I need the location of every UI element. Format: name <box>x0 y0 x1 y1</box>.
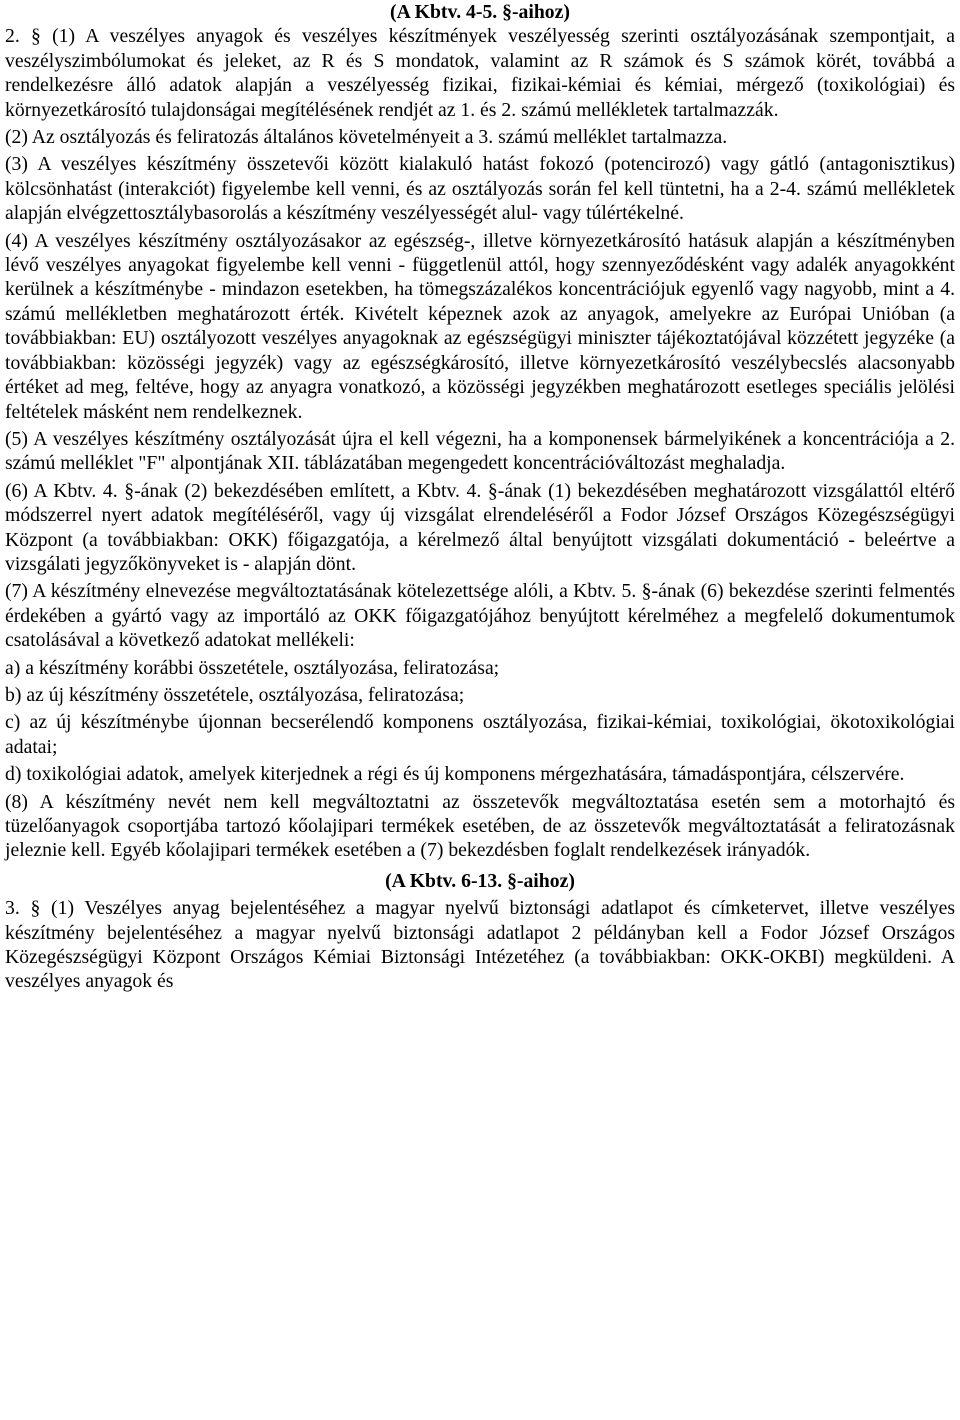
paragraph-3-1: 3. § (1) Veszélyes anyag bejelentéséhez a magyar nyelvű biztonsági adatlapot és címketervet, illetve veszélyes készítmény bejelentéséhez a magyar nyelvű biztonsági adatlapot 2 példányban kell a Fodor József Országos Közegészségügyi Központ Országos Kémiai Biztonsági Intézetéhez (a továbbiakban: OKK-OKBI) megküldeni. A veszélyes anyagok és <box>5 897 955 993</box>
paragraph-2-4: (4) A veszélyes készítmény osztályozásakor az egészség-, illetve környezetkárosító hatásuk alapján a készítményben lévő veszélyes anyagokat figyelembe kell venni - függetlenül attól, hogy szennyeződésként vagy adalék anyagokként kerülnek a készítménybe - mindazon esetekben, ha tömegszázalékos koncentrációjuk egyenlő vagy nagyobb, mint a 4. számú mellékletben meghatározott érték. Kivételt képeznek azok az anyagok, amelyekre az Európai Unióban (a továbbiakban: EU) osztályozott veszélyes anyagoknak az egészségügyi miniszter tájékoztatójával közzétett jegyzéke (a továbbiakban: közösségi jegyzék) vagy az egészségkárosító, illetve környezetkárosító veszélybecslés alacsonyabb értéket ad meg, feltéve, hogy az anyagra vonatkozó, a közösségi jegyzékben meghatározott esetleges speciális jelölési feltételek másként nem rendelkeznek. <box>5 229 955 423</box>
section-heading: (A Kbtv. 4-5. §-aihoz) <box>390 1 570 23</box>
paragraph-2-5: (5) A veszélyes készítmény osztályozását újra el kell végezni, ha a komponensek bármelyikének a koncentrációja a 2. számú melléklet "F" alpontjának XII. táblázatában megengedett koncentrációváltozást meghaladja. <box>5 427 955 475</box>
list-item-c: c) az új készítménybe újonnan becserélendő komponens osztályozása, fizikai-kémiai, toxikológiai, ökotoxikológiai adatai; <box>5 711 955 758</box>
section-heading: (A Kbtv. 6-13. §-aihoz) <box>385 869 575 892</box>
paragraph-2-2: (2) Az osztályozás és feliratozás általános követelményeit a 3. számú melléklet tartalmazza. <box>5 126 728 149</box>
list-item-a: a) a készítmény korábbi összetétele, osztályozása, feliratozása; <box>5 656 500 679</box>
paragraph-2-7: (7) A készítmény elnevezése megváltoztatásának kötelezettsége alóli, a Kbtv. 5. §-ának (6) bekezdése szerinti felmentés érdekében a gyártó vagy az importáló az OKK főigazgatójához benyújtott kérelméhez a megfelelő dokumentumok csatolásával a következő adatokat mellékeli: <box>5 580 955 652</box>
paragraph-2-1: 2. § (1) A veszélyes anyagok és veszélyes készítmények veszélyesség szerinti osztályozásának szempontjait, a veszélyszimbólumokat és jeleket, az R és S mondatok, valamint az R számok és S számok körét, továbbá a rendelkezésre álló adatok alapján a veszélyesség fizikai, fizikai-kémiai és kémiai, mérgező (toxikológiai) és környezetkárosító tulajdonságai megítélésének rendjét az 1. és 2. számú mellékletek tartalmazzák. <box>5 25 955 121</box>
paragraph-2-6: (6) A Kbtv. 4. §-ának (2) bekezdésében említett, a Kbtv. 4. §-ának (1) bekezdésében meghatározott vizsgálattól eltérő módszerrel nyert adatok megítéléséről, vagy új vizsgálat elrendeléséről a Fodor József Országos Közegészségügyi Központ (a továbbiakban: OKK) főigazgatója, a kérelmező által benyújtott vizsgálati dokumentáció - beleértve a vizsgálati jegyzőkönyveket is - alapján dönt. <box>5 479 955 575</box>
list-item-d: d) toxikológiai adatok, amelyek kiterjednek a régi és új komponens mérgezhatására, támadáspontjára, célszervére. <box>5 763 905 786</box>
list-item-b: b) az új készítmény összetétele, osztályozása, feliratozása; <box>5 683 465 706</box>
paragraph-2-3: (3) A veszélyes készítmény összetevői között kialakuló hatást fokozó (potencirozó) vagy gátló (antagonisztikus) kölcsönhatást (interakciót) figyelembe kell venni, és az osztályozás során fel kell tüntetni, ha a 2-4. számú mellékletek alapján elvégzettosztálybasorolás a készítmény veszélyességét alul- vagy túlértékelné. <box>5 153 955 225</box>
paragraph-2-8: (8) A készítmény nevét nem kell megváltoztatni az összetevők megváltoztatása esetén sem a motorhajtó és tüzelőanyagok csoportjába tartozó kőolajipari termékek esetében, de az összetevők megváltoztatását a feliratozásnak jeleznie kell. Egyéb kőolajipari termékek esetében a (7) bekezdésben foglalt rendelkezések irányadók. <box>5 790 955 862</box>
